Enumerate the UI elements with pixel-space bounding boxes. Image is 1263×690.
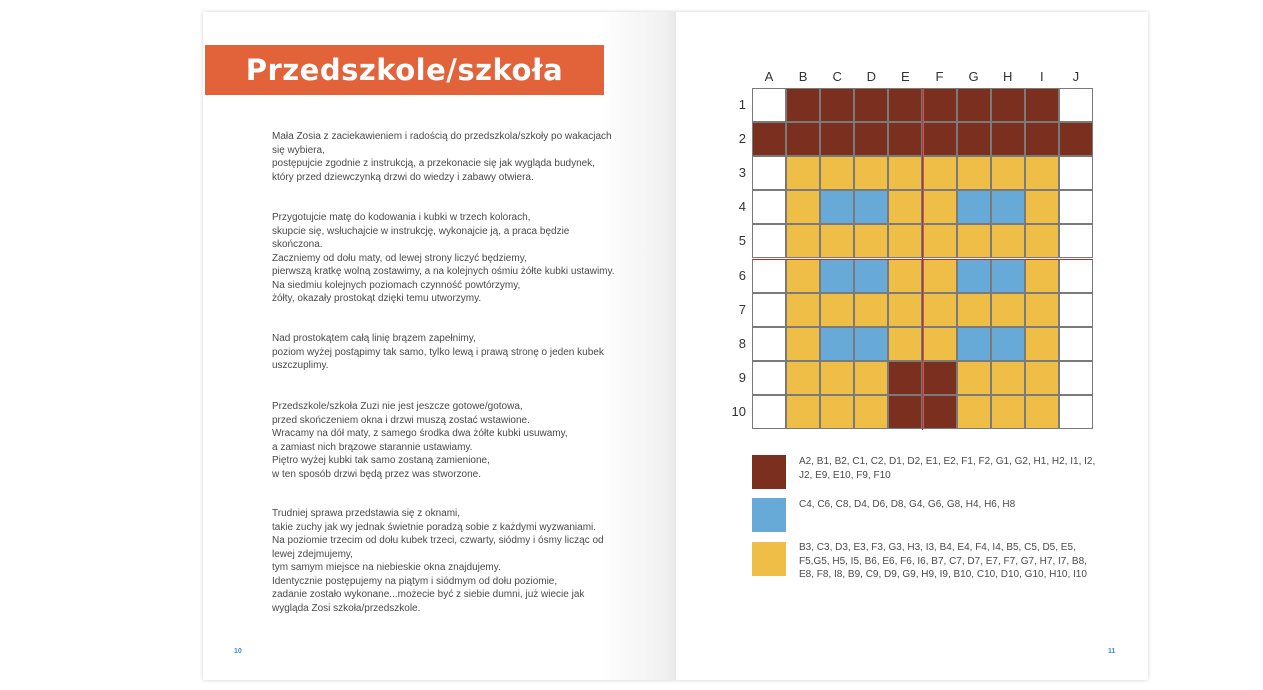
row-header-1: 1 — [738, 97, 746, 112]
grid-cell-E8 — [888, 327, 922, 361]
grid-cell-A8 — [752, 327, 786, 361]
row-header-10: 10 — [731, 403, 746, 419]
paragraph-intro: Mała Zosia z zaciekawieniem i radością do przedszkola/szkoły po wakacjach się wybiera, postępujcie zgodnie z instrukcją, a przekonacie się jak wygląda budynek, który przed dziewczynką drzwi do wiedzy i zabawy otwiera. — [272, 131, 612, 183]
grid-cell-D3 — [854, 156, 888, 190]
column-header-H: H — [1002, 69, 1013, 84]
row-header-4: 4 — [738, 199, 746, 215]
grid-cell-H8 — [991, 327, 1025, 361]
grid-cell-D4 — [854, 190, 888, 224]
column-header-C: C — [832, 69, 842, 84]
legend-text-blue: C4, C6, C8, D4, D6, D8, G4, G6, G8, H4, H6, H8 — [799, 499, 1016, 510]
legend-swatch-brown — [752, 455, 786, 489]
grid-cell-J8 — [1059, 327, 1093, 361]
grid-cell-I5 — [1025, 224, 1059, 258]
grid-cell-F6 — [923, 259, 957, 293]
grid-cell-B3 — [786, 156, 820, 190]
grid-cell-D1 — [854, 88, 888, 122]
page-number-right: 11 — [1108, 648, 1116, 655]
grid-cell-C7 — [820, 293, 854, 327]
grid-cell-G6 — [957, 259, 991, 293]
grid-cell-A2 — [752, 122, 786, 156]
grid-cell-B10 — [786, 395, 820, 429]
row-header-2: 2 — [738, 131, 746, 147]
grid-cell-H5 — [991, 224, 1025, 258]
grid-cell-F10 — [923, 395, 957, 429]
grid-cell-A4 — [752, 190, 786, 224]
column-header-J: J — [1072, 69, 1080, 84]
grid-cell-G10 — [957, 395, 991, 429]
grid-cell-D9 — [854, 361, 888, 395]
row-header-8: 8 — [738, 335, 746, 351]
grid-cell-G4 — [957, 190, 991, 224]
grid-cell-C10 — [820, 395, 854, 429]
grid-cell-A9 — [752, 361, 786, 395]
grid-cell-F7 — [923, 293, 957, 327]
grid-cell-D6 — [854, 259, 888, 293]
grid-cell-E1 — [888, 88, 922, 122]
book-spine — [600, 12, 676, 680]
grid-cell-H4 — [991, 190, 1025, 224]
grid-cell-H3 — [991, 156, 1025, 190]
grid-cell-H9 — [991, 361, 1025, 395]
paragraph-door: Przedszkole/szkoła Zuzi nie jest jeszcze gotowe/gotowa, przed skończeniem okna i drzwi muszą zostać wstawione. Wracamy na dół maty, z samego środka dwa żółte kubki usuwamy, a zamiast nich brązowe starannie ustawiamy. Piętro wyżej kubki tak samo zostaną zamienione, w ten sposób drzwi będą przez was stworzone. — [272, 401, 568, 480]
paragraph-prepare: Przygotujcie matę do kodowania i kubki w trzech kolorach, skupcie się, wsłuchajcie w instrukcję, wykonajcie ją, a praca będzie skończona. Zaczniemy od dołu maty, od lewej strony liczyć będziemy, pierwszą kratkę wolną zostawimy, a na kolejnych ośmiu żółte kubki ustawimy. Na siedmiu kolejnych poziomach czynność powtórzymy, żółty, okazały prostokąt dzięki temu utworzymy. — [272, 212, 615, 304]
grid-cell-G3 — [957, 156, 991, 190]
grid-cell-D7 — [854, 293, 888, 327]
legend-swatch-blue — [752, 498, 786, 532]
grid-cell-H7 — [991, 293, 1025, 327]
grid-cell-F9 — [923, 361, 957, 395]
column-header-B: B — [798, 69, 808, 84]
grid-cell-E5 — [888, 224, 922, 258]
grid-cell-A1 — [752, 88, 786, 122]
grid-cell-H10 — [991, 395, 1025, 429]
grid-cell-J2 — [1059, 122, 1093, 156]
grid-cell-E10 — [888, 395, 922, 429]
row-header-6: 6 — [738, 267, 746, 283]
page-title: Przedszkole/szkoła — [205, 45, 604, 95]
grid-cell-G5 — [957, 224, 991, 258]
grid-cell-J10 — [1059, 395, 1093, 429]
grid-cell-E6 — [888, 259, 922, 293]
grid-cell-F2 — [923, 122, 957, 156]
column-header-I: I — [1039, 69, 1044, 84]
grid-cell-F3 — [923, 156, 957, 190]
row-header-5: 5 — [738, 233, 746, 249]
center-horizontal-line — [752, 259, 1092, 260]
grid-cell-A3 — [752, 156, 786, 190]
grid-cell-G8 — [957, 327, 991, 361]
legend-text-yellow: B3, C3, D3, E3, F3, G3, H3, I3, B4, E4, F4, I4, B5, C5, D5, E5, F5,G5, H5, I5, B6, E6, F6, I6, B7, C7, D7, E7, F7, G7, H7, I7, B8, E8, F8, I8, B9, C9, D9, G9, H9, I9, B10, C10, D10, G10, H10, I10 — [799, 542, 1087, 580]
grid-cell-B8 — [786, 327, 820, 361]
column-header-E: E — [901, 69, 910, 84]
grid-cell-E2 — [888, 122, 922, 156]
grid-cell-B2 — [786, 122, 820, 156]
grid-cell-I4 — [1025, 190, 1059, 224]
grid-cell-G7 — [957, 293, 991, 327]
column-header-F: F — [935, 69, 944, 84]
grid-cell-A7 — [752, 293, 786, 327]
grid-cell-B4 — [786, 190, 820, 224]
row-header-7: 7 — [738, 301, 746, 317]
column-header-G: G — [968, 69, 979, 84]
grid-cell-A10 — [752, 395, 786, 429]
grid-cell-J5 — [1059, 224, 1093, 258]
grid-cell-C9 — [820, 361, 854, 395]
paragraph-windows: Trudniej sprawa przedstawia się z oknami, takie zuchy jak wy jednak świetnie poradzą sobie z każdymi wyzwaniami. Na poziomie trzecim od dołu kubek trzeci, czwarty, siódmy i ósmy licząc od lewej zdejmujemy, tym samym miejsce na niebieskie okna znajdujemy. Identycznie postępujemy na piątym i siódmym od dołu poziomie, zadanie zostało wykonane...możecie być z siebie dumni, już wiecie jak wygląda Zosi szkoła/przedszkole. — [272, 508, 604, 614]
legend-swatch-yellow — [752, 542, 786, 576]
grid-cell-B6 — [786, 259, 820, 293]
grid-cell-D5 — [854, 224, 888, 258]
grid-cell-F5 — [923, 224, 957, 258]
legend-text-brown: A2, B1, B2, C1, C2, D1, D2, E1, E2, F1, F2, G1, G2, H1, H2, I1, I2, J2, E9, E10, F9, F10 — [799, 456, 1096, 481]
grid-cell-C6 — [820, 259, 854, 293]
page-number-left: 10 — [234, 648, 242, 655]
row-header-9: 9 — [738, 369, 746, 385]
grid-cell-J1 — [1059, 88, 1093, 122]
grid-cell-I9 — [1025, 361, 1059, 395]
grid-cell-E3 — [888, 156, 922, 190]
grid-cell-E9 — [888, 361, 922, 395]
grid-cell-H2 — [991, 122, 1025, 156]
grid-cell-H6 — [991, 259, 1025, 293]
grid-cell-F1 — [923, 88, 957, 122]
paragraph-roof: Nad prostokątem całą linię brązem zapełnimy, poziom wyżej postąpimy tak samo, tylko lewą i prawą stronę o jeden kubek uszczuplimy. — [272, 333, 604, 371]
grid-cell-I2 — [1025, 122, 1059, 156]
grid-cell-B9 — [786, 361, 820, 395]
grid-cell-C5 — [820, 224, 854, 258]
grid-cell-J6 — [1059, 259, 1093, 293]
grid-cell-J7 — [1059, 293, 1093, 327]
grid-cell-A6 — [752, 259, 786, 293]
grid-cell-D2 — [854, 122, 888, 156]
grid-cell-B1 — [786, 88, 820, 122]
grid-cell-H1 — [991, 88, 1025, 122]
grid-cell-C4 — [820, 190, 854, 224]
row-header-3: 3 — [738, 165, 746, 181]
grid-cell-I3 — [1025, 156, 1059, 190]
grid-cell-J9 — [1059, 361, 1093, 395]
grid-cell-D8 — [854, 327, 888, 361]
grid-cell-C1 — [820, 88, 854, 122]
grid-cell-C3 — [820, 156, 854, 190]
grid-cell-E4 — [888, 190, 922, 224]
grid-cell-I1 — [1025, 88, 1059, 122]
grid-cell-I8 — [1025, 327, 1059, 361]
grid-cell-D10 — [854, 395, 888, 429]
grid-cell-J3 — [1059, 156, 1093, 190]
grid-cell-C2 — [820, 122, 854, 156]
grid-cell-F8 — [923, 327, 957, 361]
column-header-A: A — [764, 69, 774, 84]
grid-cell-B5 — [786, 224, 820, 258]
grid-cell-E7 — [888, 293, 922, 327]
grid-cell-C8 — [820, 327, 854, 361]
grid-cell-I6 — [1025, 259, 1059, 293]
grid-cell-G1 — [957, 88, 991, 122]
grid-cell-F4 — [923, 190, 957, 224]
grid-cell-A5 — [752, 224, 786, 258]
grid-cell-G2 — [957, 122, 991, 156]
grid-cell-I10 — [1025, 395, 1059, 429]
grid-cell-J4 — [1059, 190, 1093, 224]
grid-cell-G9 — [957, 361, 991, 395]
grid-cell-I7 — [1025, 293, 1059, 327]
grid-cell-B7 — [786, 293, 820, 327]
column-header-D: D — [866, 69, 876, 84]
